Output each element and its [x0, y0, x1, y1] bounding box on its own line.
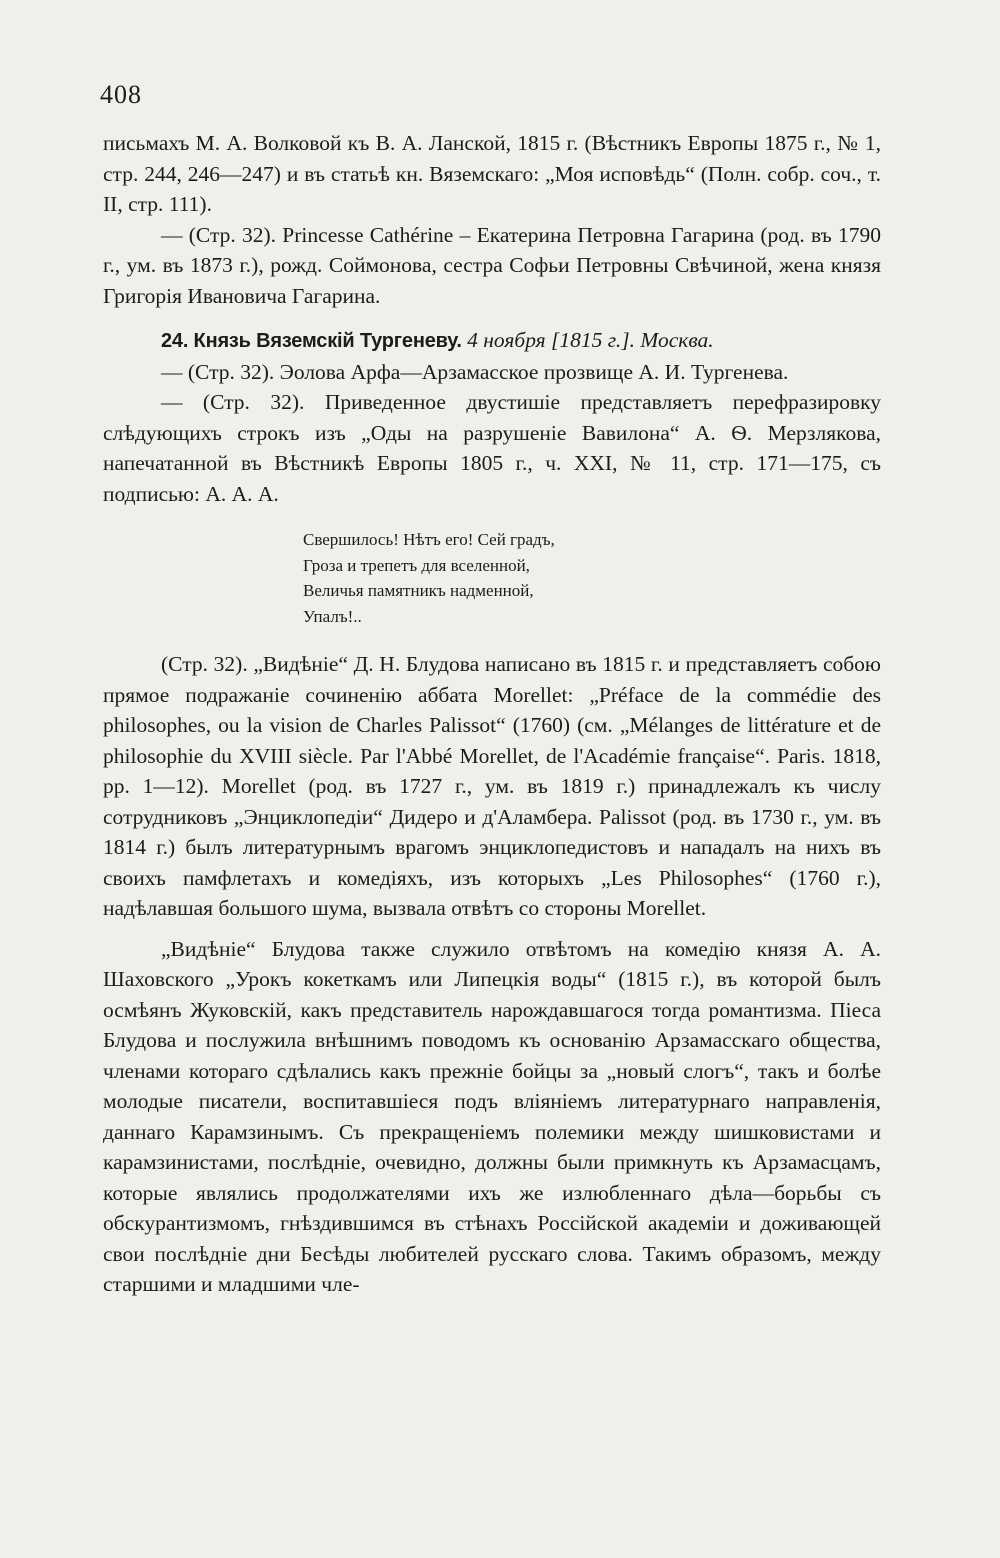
page-number: 408 — [100, 80, 142, 109]
letter-heading — [103, 325, 881, 357]
paragraph-bludov-vision: (Стр. 32). „Видѣніе“ Д. Н. Блудова написано въ 1815 г. и представляетъ собою прямое подражаніе сочиненію аббата Morellet: „Préface de la commédie des philosophes, ou la vision de Charles Palissot“ (1760) (см. „Mélanges de littérature et de philosophie du XVIII siècle. Par l'Abbé Morellet, de l'Académie française“. Paris. 1818, pp. 1—12). Morellet (род. въ 1727 г., ум. въ 1819 г.) принадлежалъ къ числу сотрудниковъ „Энциклопедіи“ Дидеро и д'Аламбера. Palissot (род. въ 1730 г., ум. въ 1814 г.) былъ литературнымъ врагомъ энциклопедистовъ и нападалъ на нихъ въ своихъ памфлетахъ и комедіяхъ, изъ которыхъ „Les Philosophes“ (1760 г.), надѣлавшая большого шума, вызвала отвѣтъ со стороны Morellet. — [103, 652, 881, 920]
paragraph-volkova-letters: письмахъ М. А. Волковой къ В. А. Ланской, 1815 г. (Вѣстникъ Европы 1875 г., № 1, стр. 244, 246—247) и въ статьѣ кн. Вяземскаго: „Моя исповѣдь“ (Полн. собр. соч., т. II, стр. 111). — [103, 131, 881, 216]
letter-title: 24. Князь Вяземскій Тургеневу. — [161, 330, 462, 352]
letter-place: Москва. — [640, 328, 714, 352]
poem-line: Свершилось! Нѣтъ его! Сей градъ, — [303, 530, 555, 549]
paragraph-arzamas-society: „Видѣніе“ Блудова также служило отвѣтомъ на комедію князя А. А. Шаховского „Урокъ кокеткамъ или Липецкія воды“ (1815 г.), въ которой былъ осмѣянъ Жуковскій, какъ представитель нарождавшагося тогда романтизма. Піеса Блудова и послужила внѣшнимъ поводомъ къ основанію Арзамасскаго общества, членами котораго сдѣлались какъ прежніе бойцы за „новый слогъ“, такъ и болѣе молодые писатели, воспитавшіеся подъ вліяніемъ литературнаго направленія, даннаго Карамзинымъ. Съ прекращеніемъ полемики между шишковистами и карамзинистами, послѣдніе, очевидно, должны были примкнуть къ Арзамасцамъ, которые являлись продолжателями ихъ же излюбленнаго дѣла—борьбы съ обскурантизмомъ, гнѣздившимся въ стѣнахъ Россійской академіи и доживающей свои послѣдніе дни Бесѣды любителей русскаго слова. Такимъ образомъ, между старшими и младшими чле- — [103, 936, 881, 1296]
page-body — [103, 128, 881, 1300]
letter-date: 4 ноября [1815 г.]. — [467, 328, 635, 352]
paragraph-gap — [103, 924, 881, 934]
poem-line: Величья памятникъ надменной, — [303, 581, 534, 600]
paragraph-eolova-arfa: — (Стр. 32). Эолова Арфа—Арзамасское прозвище А. И. Тургенева. — [161, 359, 789, 384]
paragraph-merzlyakov-ode: — (Стр. 32). Приведенное двустишіе представляетъ перефразировку слѣдующихъ строкъ изъ „Оды на разрушеніе Вавилона“ А. Ѳ. Мерзлякова, напечатанной въ Вѣстникѣ Европы 1805 г., ч. XXI, № 11, стр. 171—175, съ подписью: А. А. А. — [103, 390, 881, 506]
poem-quote — [303, 527, 881, 629]
paragraph-gagarina-note: — (Стр. 32). Princesse Cathérine – Екатерина Петровна Гагарина (род. въ 1790 г., ум. въ 1873 г.), рожд. Соймонова, сестра Софьи Петровны Свѣчиной, жена князя Григорія Ивановича Гагарина. — [103, 222, 881, 308]
poem-line: Упалъ!.. — [303, 606, 362, 626]
poem-line: Гроза и трепетъ для вселенной, — [303, 555, 530, 575]
